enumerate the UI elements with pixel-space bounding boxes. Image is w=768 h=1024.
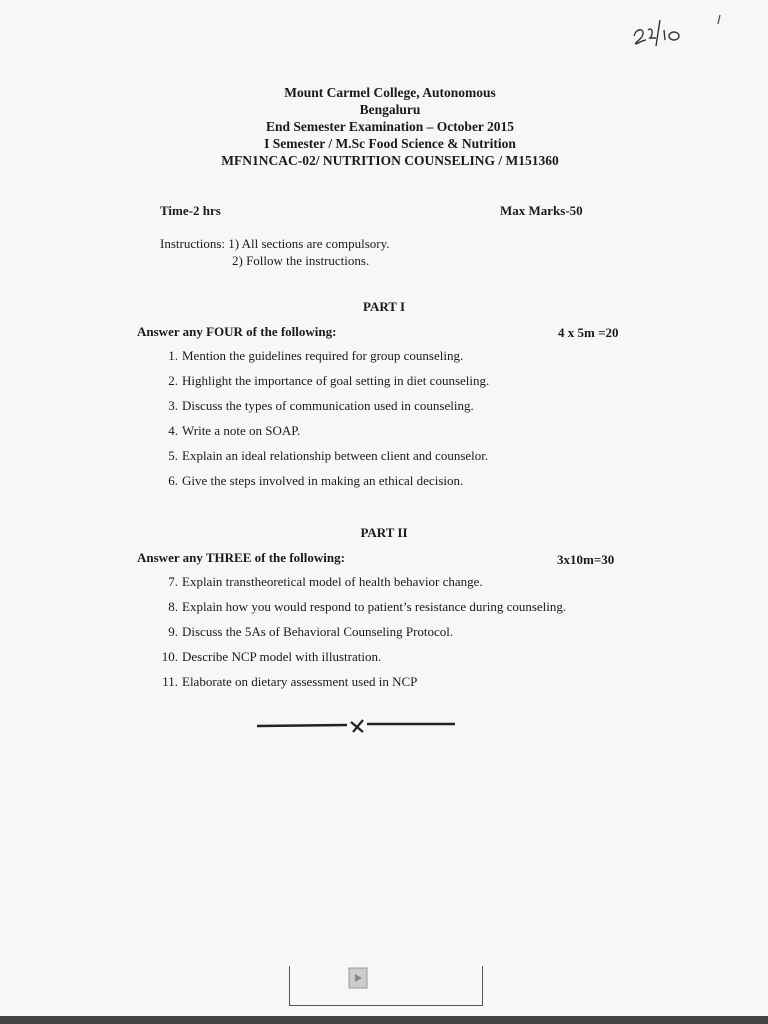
stamp-icon — [346, 966, 370, 990]
stray-tick-mark — [716, 14, 722, 26]
bottom-stamp-box — [289, 966, 483, 1006]
question-text: Describe NCP model with illustration. — [182, 649, 382, 664]
question-text: Discuss the types of communication used in counseling. — [182, 398, 474, 413]
question-text: Explain how you would respond to patient’s resistance during counseling. — [182, 599, 567, 614]
part-1-marks: 4 x 5m =20 — [558, 325, 619, 340]
instruction-line-2: 2) Follow the instructions. — [232, 253, 370, 268]
question-11 — [150, 674, 566, 699]
question-number: 10. — [161, 649, 178, 664]
question-2 — [150, 373, 489, 398]
question-9 — [150, 624, 566, 649]
time-allowed: Time-2 hrs — [160, 203, 221, 218]
question-text: Highlight the importance of goal setting in diet counseling. — [182, 373, 490, 388]
part-1-instruction: Answer any FOUR of the following: — [137, 324, 337, 339]
question-3 — [150, 398, 489, 423]
question-number: 4. — [168, 423, 178, 438]
question-5 — [150, 448, 489, 473]
question-text: Explain transtheoretical model of health behavior change. — [182, 574, 483, 589]
part-1-title: PART I — [362, 299, 406, 314]
end-of-paper-mark — [255, 714, 455, 734]
part-2-instruction: Answer any THREE of the following: — [137, 550, 345, 565]
exam-header — [180, 84, 600, 169]
max-marks: Max Marks-50 — [500, 203, 583, 218]
question-text: Elaborate on dietary assessment used in NCP — [182, 674, 418, 689]
question-1 — [150, 348, 489, 373]
question-number: 3. — [168, 398, 178, 413]
part-1-question-list — [150, 348, 489, 498]
part-2-marks: 3x10m=30 — [557, 552, 615, 567]
question-6 — [150, 473, 489, 498]
part-2-title: PART II — [360, 525, 408, 540]
question-text: Explain an ideal relationship between client and counselor. — [182, 448, 489, 463]
question-10 — [150, 649, 566, 674]
question-7 — [150, 574, 566, 599]
question-text: Discuss the 5As of Behavioral Counseling Protocol. — [182, 624, 454, 639]
handwritten-date-mark — [628, 14, 688, 48]
course-name: I Semester / M.Sc Food Science & Nutrition — [264, 136, 516, 151]
question-number: 2. — [168, 373, 178, 388]
question-number: 9. — [168, 624, 178, 639]
question-8 — [150, 599, 566, 624]
instructions — [160, 235, 390, 269]
question-number: 5. — [168, 448, 178, 463]
exam-name: End Semester Examination – October 2015 — [265, 119, 515, 134]
question-number: 7. — [168, 574, 178, 589]
question-text: Give the steps involved in making an ethical decision. — [182, 473, 464, 488]
college-name: Mount Carmel College, Autonomous — [284, 85, 496, 100]
question-number: 11. — [162, 674, 178, 689]
instruction-line-1: Instructions: 1) All sections are compulsory. — [160, 236, 390, 251]
paper-code: MFN1NCAC-02/ NUTRITION COUNSELING / M151360 — [221, 153, 559, 168]
city-name: Bengaluru — [359, 102, 421, 117]
question-number: 1. — [168, 348, 178, 363]
scan-bottom-edge — [0, 1016, 768, 1024]
question-number: 6. — [168, 473, 178, 488]
question-text: Write a note on SOAP. — [182, 423, 301, 438]
question-4 — [150, 423, 489, 448]
question-text: Mention the guidelines required for group counseling. — [182, 348, 464, 363]
part-2-question-list — [150, 574, 566, 699]
question-number: 8. — [168, 599, 178, 614]
